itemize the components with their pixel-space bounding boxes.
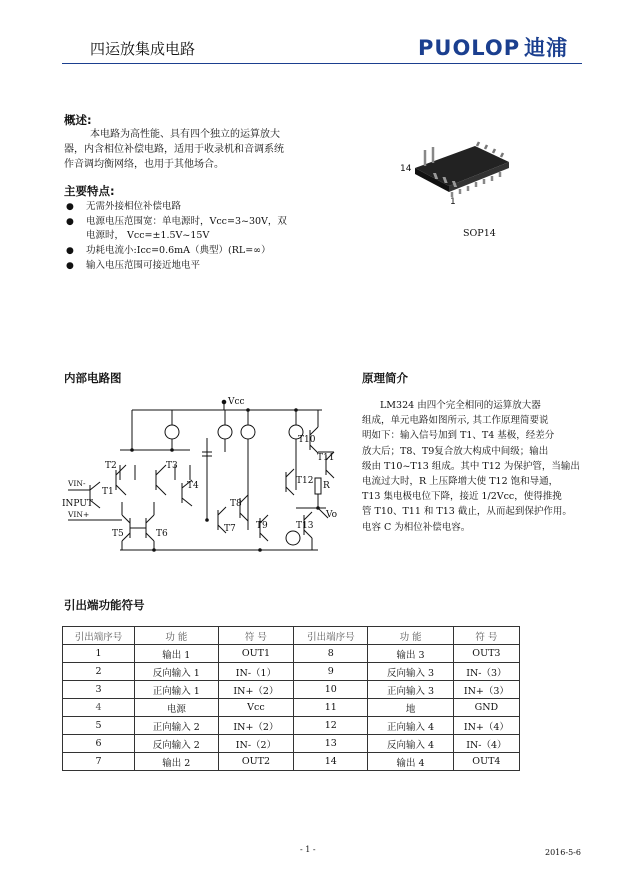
table-cell: OUT4 (453, 753, 519, 771)
principle-line: 电流过大时，R 上压降增大使 T12 饱和导通， (362, 476, 559, 488)
overview-line: 器，内含相位补偿电路，适用于收录机和音调系统 (64, 144, 284, 155)
table-cell: OUT3 (453, 645, 519, 663)
pin-function-table (62, 626, 520, 771)
table-cell: IN-（2） (218, 735, 294, 753)
table-cell: 4 (63, 699, 135, 717)
label-t8: T8 (230, 499, 242, 509)
label-input: INPUT (62, 499, 93, 509)
pins-heading: 引出端功能符号 (64, 598, 145, 612)
principle-line: LM324 由四个完全相同的运算放大器 (380, 400, 541, 411)
table-cell: Vcc (218, 699, 294, 717)
table-cell: 10 (294, 681, 368, 699)
table-cell: IN+（2） (218, 717, 294, 735)
table-cell: 反向输入 3 (368, 663, 453, 681)
label-t2: T2 (105, 461, 117, 471)
doc-date: 2016-5-6 (545, 848, 581, 857)
doc-title: 四运放集成电路 (90, 40, 196, 58)
table-row (63, 699, 520, 717)
table-cell: 输出 3 (368, 645, 453, 663)
page-number: - 1 - (300, 845, 316, 854)
internal-circuit-diagram (60, 390, 360, 565)
table-cell: 电源 (135, 699, 219, 717)
table-header-cell: 符 号 (453, 627, 519, 645)
table-cell: 7 (63, 753, 135, 771)
pin1-label: 1 (450, 197, 456, 207)
package-name: SOP14 (463, 228, 496, 239)
label-t13: T13 (296, 521, 314, 531)
table-cell: 反向输入 4 (368, 735, 453, 753)
table-cell: 1 (63, 645, 135, 663)
table-cell: 8 (294, 645, 368, 663)
label-t5: T5 (112, 529, 124, 539)
overview-line: 本电路为高性能、具有四个独立的运算放大 (90, 129, 280, 140)
table-header-cell: 功 能 (135, 627, 219, 645)
table-cell: 正向输入 1 (135, 681, 219, 699)
features-heading: 主要特点: (64, 184, 115, 198)
table-cell: OUT1 (218, 645, 294, 663)
principle-line: 放大后；T8、T9复合放大构成中间级；输出 (362, 445, 549, 457)
label-t1: T1 (102, 487, 114, 497)
circuit-heading: 内部电路图 (64, 371, 122, 385)
table-cell: 正向输入 3 (368, 681, 453, 699)
label-vo: Vo (326, 510, 338, 520)
header-rule (62, 63, 582, 64)
table-cell: IN+（3） (453, 681, 519, 699)
table-header-row (63, 627, 520, 645)
label-t12: T12 (296, 476, 314, 486)
feature-item: ● 电源电压范围宽：单电源时，Vcc=3~30V，双 电源时， Vcc=±1.5V~15V (66, 215, 336, 243)
table-cell: 13 (294, 735, 368, 753)
table-cell: OUT2 (218, 753, 294, 771)
label-vin-minus: VIN- (68, 479, 86, 488)
table-cell: 地 (368, 699, 453, 717)
table-cell: 2 (63, 663, 135, 681)
table-row (63, 735, 520, 753)
table-header-cell: 引出端序号 (294, 627, 368, 645)
table-cell: 输出 2 (135, 753, 219, 771)
table-cell: IN-（4） (453, 735, 519, 753)
overview-heading: 概述: (64, 113, 92, 127)
table-cell: 反向输入 1 (135, 663, 219, 681)
label-r: R (323, 481, 330, 491)
principle-body (362, 398, 592, 535)
table-cell: 9 (294, 663, 368, 681)
table-cell: 12 (294, 717, 368, 735)
principle-line: 明如下：输入信号加到 T1、T4 基极，经差分 (362, 430, 555, 442)
table-row (63, 663, 520, 681)
table-cell: 输出 4 (368, 753, 453, 771)
table-cell: IN-（1） (218, 663, 294, 681)
logo-cn-text: 迪浦 (524, 36, 569, 60)
table-cell: 11 (294, 699, 368, 717)
feature-item: ● 功耗电流小:Icc=0.6mA（典型）(RL=∞） (66, 244, 336, 258)
label-t7: T7 (224, 524, 236, 534)
table-row (63, 681, 520, 699)
table-row (63, 717, 520, 735)
table-row (63, 753, 520, 771)
features-list (66, 200, 336, 274)
label-t11: T11 (317, 453, 335, 463)
label-t9: T9 (256, 521, 268, 531)
table-header-cell: 符 号 (218, 627, 294, 645)
table-header-cell: 引出端序号 (63, 627, 135, 645)
brand-logo (418, 32, 568, 62)
principle-line: 电容 C 为相位补偿电容。 (362, 521, 471, 533)
table-cell: 5 (63, 717, 135, 735)
logo-text: PUOLOP (418, 36, 521, 60)
principle-line: 级由 T10~T13 组成。其中 T12 为保护管，当输出 (362, 460, 580, 472)
table-cell: 3 (63, 681, 135, 699)
feature-item: ● 无需外接相位补偿电路 (66, 200, 336, 214)
label-t4: T4 (187, 481, 199, 491)
pin14-label: 14 (400, 164, 412, 174)
label-vin-plus: VIN+ (68, 510, 90, 519)
table-cell: 14 (294, 753, 368, 771)
table-row (63, 645, 520, 663)
overview-line: 作音调均衡网络，也用于其他场合。 (64, 159, 224, 170)
principle-heading: 原理简介 (362, 371, 408, 385)
table-cell: 反向输入 2 (135, 735, 219, 753)
table-header-cell: 功 能 (368, 627, 453, 645)
feature-item: ● 输入电压范围可接近地电平 (66, 259, 336, 273)
table-cell: IN+（4） (453, 717, 519, 735)
principle-line: 管 T10、T11 和 T13 截止，从而起到保护作用。 (362, 506, 572, 518)
table-cell: IN+（2） (218, 681, 294, 699)
principle-line: 组成，单元电路如图所示, 其工作原理简要说 (362, 415, 549, 427)
label-t6: T6 (156, 529, 168, 539)
table-cell: GND (453, 699, 519, 717)
table-cell: 正向输入 4 (368, 717, 453, 735)
table-cell: 正向输入 2 (135, 717, 219, 735)
table-cell: IN-（3） (453, 663, 519, 681)
table-cell: 6 (63, 735, 135, 753)
sop14-chip-image (405, 140, 515, 200)
table-cell: 输出 1 (135, 645, 219, 663)
principle-line: T13 集电极电位下降，接近 1/2Vcc，使得推挽 (362, 491, 562, 503)
label-t3: T3 (166, 461, 178, 471)
label-t10: T10 (298, 435, 316, 445)
label-vcc: Vcc (228, 397, 245, 407)
overview-body (64, 127, 324, 172)
